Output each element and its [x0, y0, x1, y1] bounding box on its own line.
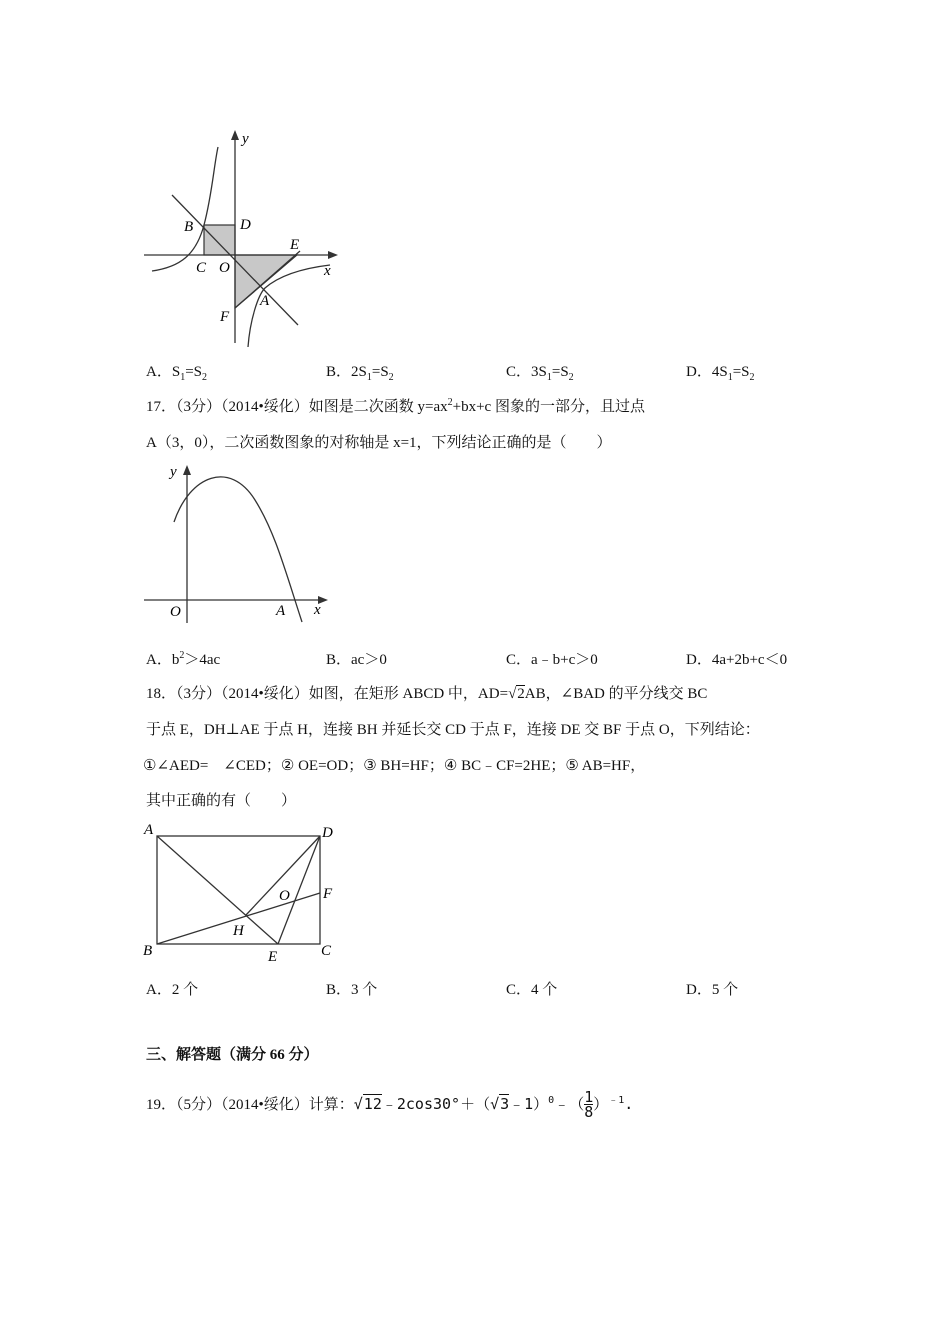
- q16-option-c-eq: =S: [551, 364, 569, 380]
- q16-option-c: [506, 360, 574, 383]
- label-b: B: [184, 219, 194, 235]
- q16-option-d: [686, 360, 755, 383]
- q17-option-a-rest: ＞4ac: [184, 652, 221, 668]
- q19-fraction: [584, 1090, 593, 1119]
- q16-option-a-sub2: 2: [202, 372, 207, 383]
- label-x: x: [314, 602, 321, 618]
- q17-figure: [140, 460, 340, 625]
- q16-option-c-prefix: C．: [506, 364, 532, 380]
- q18-option-b: B．3 个: [326, 982, 378, 998]
- label-b: B: [143, 943, 153, 959]
- q18-option-c: C．4 个: [506, 982, 558, 998]
- label-e: E: [268, 949, 278, 965]
- q16-option-d-sub1: 1: [727, 372, 733, 383]
- label-a: A: [276, 603, 286, 619]
- q17-line1-a: 17．（3分）（2014•绥化）如图是二次函数 y=ax: [146, 399, 448, 415]
- sqrt-symbol: √: [490, 1095, 500, 1113]
- q16-option-b-s: 2S: [351, 364, 367, 380]
- label-x: x: [324, 263, 331, 279]
- q19-end: .: [624, 1095, 634, 1113]
- q18-line4: 其中正确的有（ ）: [146, 793, 297, 809]
- q19-sqrt3: 3: [500, 1095, 510, 1113]
- y-arrow: [231, 130, 239, 140]
- q17-option-a: [146, 648, 220, 669]
- q18-option-a: A．2 个: [146, 982, 199, 998]
- q18-geometry: [140, 820, 340, 968]
- q17-graph: [140, 460, 340, 625]
- q19-minus: ﹣（: [554, 1095, 585, 1113]
- label-d: D: [240, 217, 251, 233]
- q19-exp0: 0: [548, 1095, 555, 1106]
- q17-option-a-sup: 2: [179, 650, 185, 661]
- q18-line3-a: ①∠AED=: [143, 758, 209, 774]
- q18-line1-a: 18．（3分）（2014•绥化）如图，在矩形 ABCD 中，AD=: [146, 686, 509, 702]
- q17-option-c: C．a﹣b+c＞0: [506, 652, 598, 668]
- q17-option-d: D．4a+2b+c＜0: [686, 652, 788, 668]
- q16-option-d-eq: =S: [732, 364, 750, 380]
- y-arrow: [183, 465, 191, 475]
- label-o: O: [219, 260, 230, 276]
- label-c: C: [196, 260, 207, 276]
- label-a: A: [144, 822, 154, 838]
- q17-option-a-prefix: A．: [146, 652, 172, 668]
- q19-expression: [353, 1088, 634, 1121]
- section-heading: 三、解答题（满分 66 分）: [146, 1047, 319, 1063]
- label-y: y: [242, 131, 249, 147]
- q16-option-b-eq: =S: [371, 364, 389, 380]
- label-o: O: [170, 604, 181, 620]
- q18-figure: [140, 820, 340, 968]
- label-f: F: [323, 886, 333, 902]
- q18-line3-b: ∠CED；② OE=OD；③ BH=HF；④ BC﹣CF=2HE；⑤ AB=HF，: [223, 758, 646, 774]
- label-e: E: [290, 237, 300, 253]
- q16-option-b: [326, 360, 394, 383]
- q17-line2: A（3，0），二次函数图象的对称轴是 x=1，下列结论正确的是（ ）: [146, 435, 612, 451]
- q16-option-b-sub1: 1: [366, 372, 372, 383]
- q16-option-a-prefix: A．: [146, 364, 172, 380]
- q16-graph: [140, 125, 350, 350]
- q19-exp-neg1: ﹣1: [608, 1095, 625, 1106]
- label-h: H: [233, 923, 244, 939]
- label-y: y: [170, 464, 177, 480]
- q16-option-a-eq: =S: [185, 364, 202, 380]
- label-c: C: [321, 943, 332, 959]
- q19-prefix: 19．（5分）（2014•绥化）计算：: [146, 1097, 354, 1113]
- q18-option-d: D．5 个: [686, 982, 739, 998]
- q18-line3: [143, 754, 645, 775]
- q18-line1: [146, 682, 707, 703]
- q19-close: ）: [593, 1095, 609, 1113]
- q18-line2: 于点 E，DH⊥AE 于点 H，连接 BH 并延长交 CD 于点 F，连接 DE 交 BF 于点 O，下列结论：: [146, 722, 760, 738]
- q17-option-b: B．ac＞0: [326, 652, 387, 668]
- sqrt-symbol: √: [353, 1095, 363, 1113]
- q19-line: [146, 1090, 633, 1119]
- sqrt-symbol: √2: [508, 686, 525, 702]
- q16-option-d-sub2: 2: [749, 372, 755, 383]
- q19-sqrt12: 12: [363, 1095, 382, 1113]
- x-arrow: [328, 251, 338, 259]
- q16-figure: [140, 125, 350, 350]
- segment-ae: [157, 836, 278, 944]
- q16-option-a-sub1: 1: [180, 372, 186, 383]
- label-f: F: [220, 309, 230, 325]
- label-o: O: [279, 888, 290, 904]
- q16-option-b-prefix: B．: [326, 364, 352, 380]
- q19-after-sqrt3: ﹣1）: [509, 1095, 549, 1113]
- q17-option-a-b: b: [171, 652, 180, 668]
- q17-line1: [146, 395, 645, 416]
- q19-frac-den: 8: [584, 1103, 594, 1121]
- shaded-rectangle: [204, 225, 235, 255]
- q19-mid: ﹣2cos30°＋（: [381, 1095, 491, 1113]
- q16-option-a-s: S: [171, 364, 181, 380]
- q18-line1-b: AB，∠BAD 的平分线交 BC: [524, 686, 708, 702]
- q16-option-c-s: 3S: [531, 364, 547, 380]
- q17-line1-sup: 2: [447, 397, 453, 408]
- q16-option-c-sub1: 1: [546, 372, 552, 383]
- label-d: D: [322, 825, 333, 841]
- q17-line1-b: +bx+c 图象的一部分，且过点: [452, 399, 645, 415]
- q19-frac-num: 1: [584, 1088, 594, 1106]
- q16-option-a: [146, 360, 207, 383]
- q16-option-c-sub2: 2: [568, 372, 574, 383]
- q16-option-d-s: 4S: [711, 364, 728, 380]
- q16-option-b-sub2: 2: [388, 372, 394, 383]
- sqrt-radicand: 2: [517, 686, 525, 702]
- label-a: A: [260, 293, 270, 309]
- q16-option-d-prefix: D．: [686, 364, 712, 380]
